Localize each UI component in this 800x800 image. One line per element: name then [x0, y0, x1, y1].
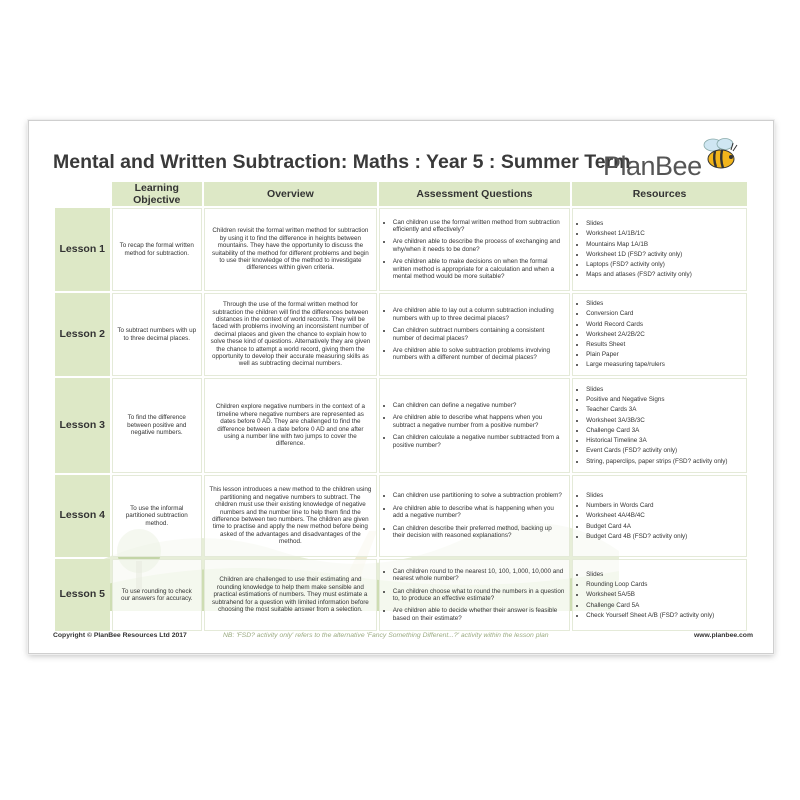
question-item: • Can children subtract numbers containing a consistent number of decimal places? — [393, 327, 565, 342]
resource-item: • Event Cards (FSD? activity only) — [586, 447, 742, 454]
resource-item: • Check Yourself Sheet A/B (FSD? activity only) — [586, 612, 742, 619]
bee-icon — [699, 137, 741, 171]
resource-item: • Challenge Card 3A — [586, 427, 742, 434]
learning-objective: To subtract numbers with up to three decimal places. — [112, 293, 203, 376]
resource-item: • Slides — [586, 386, 742, 393]
resource-item: • Numbers in Words Card — [586, 502, 742, 509]
lesson-label: Lesson 1 — [55, 208, 110, 291]
question-item: • Can children can define a negative number? — [393, 402, 565, 409]
resource-item: • Laptops (FSD? activity only) — [586, 261, 742, 268]
page-title: Mental and Written Subtraction: Maths : Year 5 : Summer Term — [53, 151, 631, 173]
resource-item: • Budget Card 4A — [586, 523, 742, 530]
lesson-label: Lesson 5 — [55, 559, 110, 631]
learning-objective: To recap the formal written method for subtraction. — [112, 208, 203, 291]
resource-item: • Rounding Loop Cards — [586, 581, 742, 588]
resource-item: • Teacher Cards 3A — [586, 406, 742, 413]
overview: Children explore negative numbers in the context of a timeline where negative numbers are represented as dates before 0 AD. They are challenged to find the difference between a date before 0 AD and one after using a number line with two jumps to cover the difference. — [204, 378, 377, 473]
resources — [572, 475, 747, 557]
assessment-questions — [379, 475, 570, 557]
resource-item: • Worksheet 5A/5B — [586, 591, 742, 598]
lesson-row — [55, 293, 747, 376]
resource-item: • Worksheet 1A/1B/1C — [586, 230, 742, 237]
lesson-table — [53, 180, 749, 633]
lesson-row — [55, 378, 747, 473]
lesson-row — [55, 559, 747, 631]
question-item: • Are children able to describe what happens when you subtract a negative number from a positive number? — [393, 414, 565, 429]
resource-item: • Mountains Map 1A/1B — [586, 241, 742, 248]
learning-objective: To use the informal partitioned subtraction method. — [112, 475, 203, 557]
resource-item: • Slides — [586, 492, 742, 499]
resources — [572, 559, 747, 631]
resource-item: • Slides — [586, 220, 742, 227]
resource-item: • World Record Cards — [586, 321, 742, 328]
overview: Children are challenged to use their estimating and rounding knowledge to help them make sensible and practical estimations of numbers. They must estimate a subtrahend for a question with limited information before choosing the most suitable answer from a selection. — [204, 559, 377, 631]
resource-item: • Worksheet 2A/2B/2C — [586, 331, 742, 338]
header-resources: Resources — [572, 182, 747, 206]
question-item: • Are children able to describe what is happening when you add a negative number? — [393, 505, 565, 520]
question-item: • Are children able to make decisions on when the formal written method is appropriate for a calculation and when a mental method would be more suitable? — [393, 258, 565, 280]
lesson-row — [55, 208, 747, 291]
question-item: • Are children able to decide whether their answer is feasible based on their estimate? — [393, 607, 565, 622]
question-item: • Can children round to the nearest 10, 100, 1,000, 10,000 and nearest whole number? — [393, 568, 565, 583]
assessment-questions — [379, 559, 570, 631]
logo-text: PlanBee — [603, 151, 702, 181]
assessment-questions — [379, 208, 570, 291]
resources — [572, 378, 747, 473]
copyright-text: Copyright © PlanBee Resources Ltd 2017 — [53, 632, 187, 639]
assessment-questions — [379, 293, 570, 376]
lesson-row — [55, 475, 747, 557]
resource-item: • Worksheet 3A/3B/3C — [586, 417, 742, 424]
resource-item: • Challenge Card 5A — [586, 602, 742, 609]
header-row — [55, 182, 747, 206]
resource-item: • Worksheet 4A/4B/4C — [586, 512, 742, 519]
resource-item: • Slides — [586, 571, 742, 578]
lesson-plan-sheet — [28, 120, 774, 654]
question-item: • Can children use the formal written method from subtraction efficiently and effectively? — [393, 219, 565, 234]
overview: This lesson introduces a new method to the children using partitioning and negative numbers to subtract. The children must use their existing knowledge of negative numbers and the number line to help them find the difference between two numbers. The children are given time to practise and apply the new method before being asked of the advantages and disadvantages of the method. — [204, 475, 377, 557]
question-item: • Are children able to solve subtraction problems involving numbers with a different number of decimal places? — [393, 347, 565, 362]
resource-item: • Large measuring tape/rulers — [586, 361, 742, 368]
header-assessment-questions: Assessment Questions — [379, 182, 570, 206]
resource-item: • Conversion Card — [586, 310, 742, 317]
website-url: www.planbee.com — [693, 632, 753, 639]
question-item: • Can children describe their preferred method, backing up their decision with reasoned explanations? — [393, 525, 565, 540]
fsd-note: NB: 'FSD? activity only' refers to the alternative 'Fancy Something Different...?' activity within the lesson plan — [223, 632, 549, 639]
resources — [572, 293, 747, 376]
resource-item: • Budget Card 4B (FSD? activity only) — [586, 533, 742, 540]
assessment-questions — [379, 378, 570, 473]
question-item: • Are children able to lay out a column subtraction including numbers with up to three decimal places? — [393, 307, 565, 322]
resource-item: • Historical Timeline 3A — [586, 437, 742, 444]
learning-objective: To use rounding to check our answers for accuracy. — [112, 559, 203, 631]
header-blank — [55, 182, 110, 206]
resource-item: • Slides — [586, 300, 742, 307]
lesson-label: Lesson 2 — [55, 293, 110, 376]
learning-objective: To find the difference between positive and negative numbers. — [112, 378, 203, 473]
lesson-label: Lesson 3 — [55, 378, 110, 473]
lesson-label: Lesson 4 — [55, 475, 110, 557]
header-overview: Overview — [204, 182, 377, 206]
question-item: • Can children choose what to round the numbers in a question to, to produce an effective estimate? — [393, 588, 565, 603]
header-learning-objective: Learning Objective — [112, 182, 203, 206]
question-item: • Are children able to describe the process of exchanging and why/when it needs to be done? — [393, 238, 565, 253]
overview: Through the use of the formal written method for subtraction the children will find the differences between distances in the context of world records. They will be faced with problems involving an inconsistent number of decimal places and given the chance to explain how to solve these kind of questions. Alternatively they are given the chance to attempt a world record, giving them the opportunity to develop their accurate measuring skills as well as subtracting decimal numbers. — [204, 293, 377, 376]
resource-item: • Worksheet 1D (FSD? activity only) — [586, 251, 742, 258]
footer — [53, 632, 753, 644]
resource-item: • Plain Paper — [586, 351, 742, 358]
resource-item: • String, paperclips, paper strips (FSD? activity only) — [586, 458, 742, 465]
resources — [572, 208, 747, 291]
resource-item: • Results Sheet — [586, 341, 742, 348]
resource-item: • Positive and Negative Signs — [586, 396, 742, 403]
resource-item: • Maps and atlases (FSD? activity only) — [586, 271, 742, 278]
question-item: • Can children use partitioning to solve a subtraction problem? — [393, 492, 565, 499]
overview: Children revisit the formal written method for subtraction by using it to find the difference in heights between mountains. They have the opportunity to discuss the suitability of the method for different problems and begin to use their knowledge of the method to investigate differences within given criteria. — [204, 208, 377, 291]
question-item: • Can children calculate a negative number subtracted from a positive number? — [393, 434, 565, 449]
